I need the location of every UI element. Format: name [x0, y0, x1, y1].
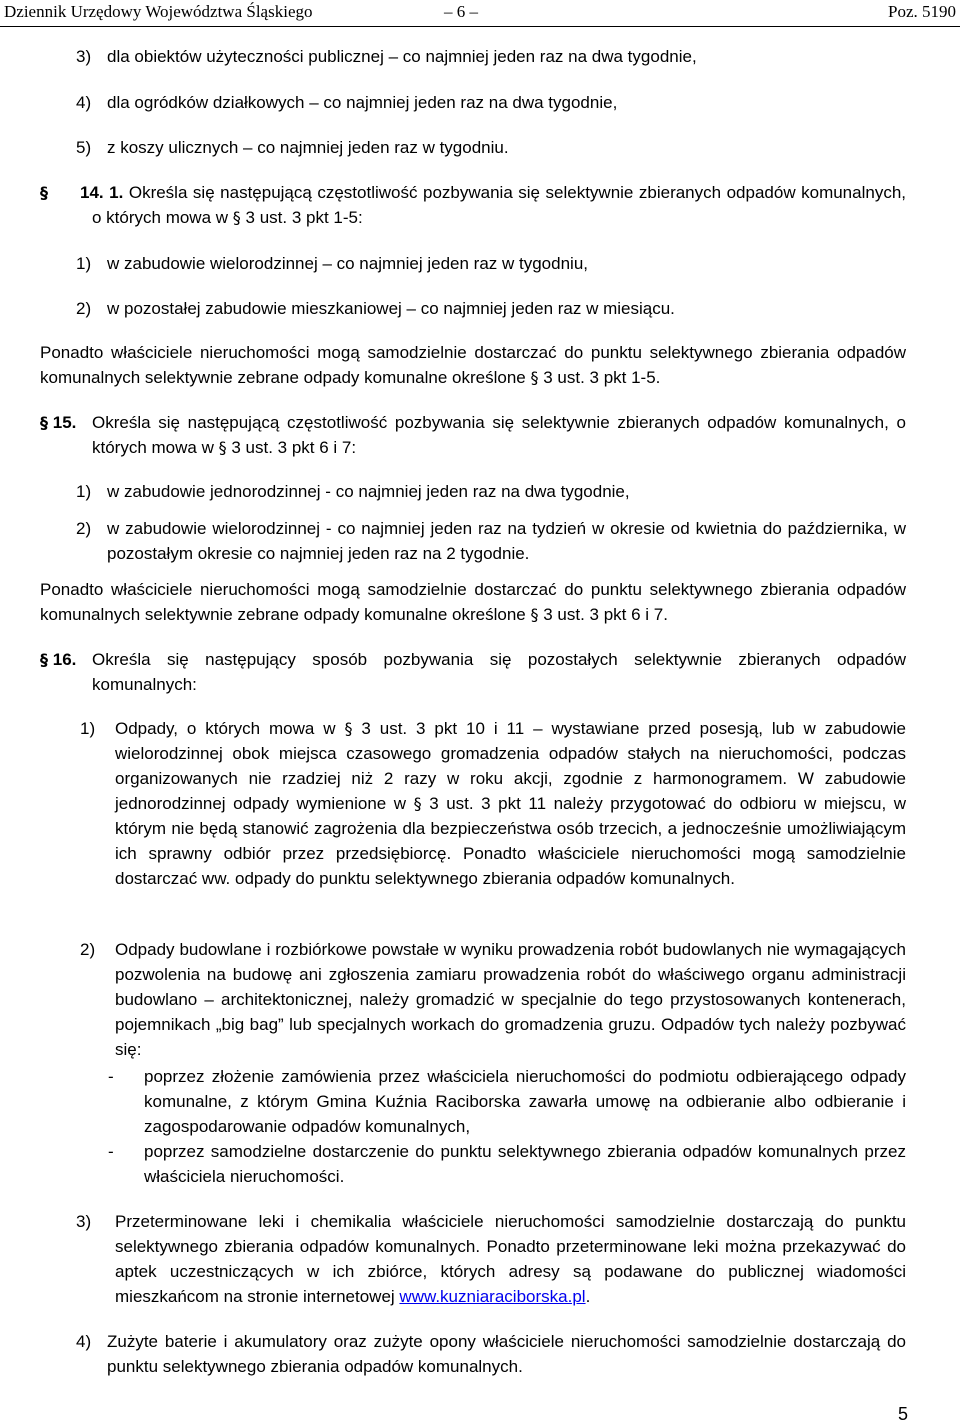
s15-item-1 [76, 479, 630, 504]
section-sign-icon: § [40, 413, 48, 432]
section-sign-icon: § [530, 368, 539, 387]
page-header [0, 0, 960, 27]
section-label: 14. 1. [80, 183, 124, 202]
s14-note [40, 340, 906, 390]
intro-text: Określa się następującą częstotliwość pozbywania się selektywnie zbieranych odpadów komunalnych, o których mowa w [92, 183, 906, 227]
s14-item-1 [76, 251, 588, 276]
item-text: dla ogródków działkowych – co najmniej jeden raz na dwa tygodnie, [107, 93, 618, 112]
section-sign-icon: § [344, 719, 353, 738]
section-number [40, 647, 92, 697]
item-text-part: Odpady, o których mowa w [115, 719, 336, 738]
item-text: dla obiektów użyteczności publicznej – co najmniej jeden raz na dwa tygodnie, [107, 47, 697, 66]
item-text-end: . [585, 1287, 591, 1306]
section-sign-icon: § [232, 208, 241, 227]
item-number: 3) [76, 47, 92, 66]
dash-marker: - [108, 1142, 114, 1161]
item-text: w zabudowie wielorodzinnej - co najmniej jeden raz na tydzień w okresie od kwietnia do października, w pozostałym okresie co najmniej jeden raz na 2 tygodnie. [107, 519, 906, 563]
section-sign-icon: § [40, 183, 48, 202]
item-text: poprzez samodzielne dostarczenie do punktu selektywnego zbierania odpadów komunalnych przez właściciela nieruchomości. [144, 1142, 906, 1186]
section-intro: Określa się następujący sposób pozbywania się pozostałych selektywnie zbieranych odpadów komunalnych: [92, 650, 906, 694]
item-number: 4) [76, 1332, 92, 1351]
section-label: 15. [52, 413, 77, 432]
s15-note [40, 577, 906, 627]
section-intro [92, 410, 906, 460]
section-label: 16. [52, 650, 77, 669]
item-number: 2) [76, 299, 92, 318]
item-number: 4) [76, 93, 92, 112]
section-sign-icon: § [413, 794, 422, 813]
item-number: 2) [80, 940, 96, 959]
item-text-part: Przeterminowane leki i chemikalia właściciele nieruchomości samodzielnie dostarczają do punktu selektywnego zbierania odpadów komunalnych. Ponadto przeterminowane leki można przekazywać do aptek uczestniczących w ich zbiórce, których adresy są podawane do publicznej wiadomości mieszkańcom na stronie internetowej [115, 1212, 906, 1306]
item-number: 1) [76, 482, 92, 501]
item-text [115, 716, 906, 891]
note-text: Ponadto właściciele nieruchomości mogą samodzielnie dostarczać do punktu selektywnego zbierania odpadów komunalnych selektywnie zebrane odpady komunalne określone [40, 580, 906, 624]
journal-title: Dziennik Urzędowy Województwa Śląskiego [4, 2, 313, 21]
section-ref: 3 ust. 3 pkt 1-5: [245, 208, 363, 227]
item-text [115, 1209, 906, 1309]
item-number: 3) [76, 1212, 92, 1231]
note-text: Ponadto właściciele nieruchomości mogą samodzielnie dostarczać do punktu selektywnego zbierania odpadów komunalnych selektywnie zebrane odpady komunalne określone [40, 343, 906, 387]
s16-dash-item-2 [108, 1139, 906, 1186]
item-number: 5) [76, 138, 92, 157]
note-ref: 3 ust. 3 pkt 1-5. [543, 368, 661, 387]
item-text: w pozostałej zabudowie mieszkaniowej – co najmniej jeden raz w miesiącu. [107, 299, 675, 318]
section-ref: 3 ust. 3 pkt 6 i 7: [231, 438, 357, 457]
item-number: 1) [76, 254, 92, 273]
item-text: w zabudowie jednorodzinnej - co najmniej jeden raz na dwa tygodnie, [107, 482, 630, 501]
item-text: poprzez złożenie zamówienia przez właściciela nieruchomości do podmiotu odbierającego odpady komunalne, z którym Gmina Kuźnia Raciborska zawarła umowę na odbieranie albo odbieranie i zagospodarowanie odpadów komunalnych, [144, 1067, 906, 1136]
item-number: 2) [76, 519, 92, 538]
section-intro [80, 180, 906, 230]
item-text: Zużyte baterie i akumulatory oraz zużyte opony właściciele nieruchomości samodzielnie dostarczają do punktu selektywnego zbierania odpadów komunalnych. [107, 1332, 906, 1376]
item-text-part: 3 ust. 3 pkt 10 i 11 – wystawiane przed posesją, lub w zabudowie wielorodzinnej obok miejsca czasowego gromadzenia odpadów stałych na nieruchomości, podczas organizowanych nie rzadziej niż 2 razy w roku akcji, zgodnie z harmonogramem. W zabudowie jednorodzinnej odpady wymienione w [115, 719, 906, 813]
s16-item-4 [76, 1329, 906, 1376]
section-sign-icon: § [530, 605, 539, 624]
item-text: w zabudowie wielorodzinnej – co najmniej jeden raz w tygodniu, [107, 254, 588, 273]
intro-text: Określa się następującą częstotliwość pozbywania się selektywnie zbieranych odpadów komunalnych, o których mowa w [92, 413, 906, 457]
note-ref: 3 ust. 3 pkt 6 i 7. [543, 605, 668, 624]
paragraph-16 [40, 647, 906, 697]
item-text: z koszy ulicznych – co najmniej jeden raz w tygodniu. [107, 138, 509, 157]
website-link[interactable]: www.kuzniaraciborska.pl [399, 1287, 586, 1306]
paragraph-14 [40, 180, 906, 230]
item-number: 1) [80, 719, 96, 738]
top-list-item-5 [76, 135, 509, 160]
paragraph-15 [40, 410, 906, 460]
position-number: Poz. 5190 [888, 2, 956, 21]
s16-item-3 [76, 1209, 906, 1306]
top-list-item-4 [76, 90, 618, 115]
item-text-part: 3 ust. 3 pkt 11 należy przygotować do odbioru w miejscu, w którym nie będą stanowić zagrożenia dla bezpieczeństwa osób trzecich, a jednocześnie umożliwiającym ich sprawny odbiór przez przedsiębiorcę. Ponadto właściciele nieruchomości mogą samodzielnie dostarczać ww. odpady do punktu selektywnego zbierania odpadów komunalnych. [115, 794, 906, 888]
section-sign-icon: § [218, 438, 227, 457]
s15-item-2 [76, 516, 906, 563]
dash-marker: - [108, 1067, 114, 1086]
section-number [40, 410, 92, 460]
page-number: 5 [897, 1404, 908, 1424]
page-indicator: – 6 – [444, 2, 478, 21]
s16-item-1 [80, 716, 906, 888]
s16-dash-item-1 [108, 1064, 906, 1136]
s14-item-2 [76, 296, 675, 321]
section-sign-icon: § [40, 650, 48, 669]
item-text: Odpady budowlane i rozbiórkowe powstałe w wyniku prowadzenia robót budowlanych nie wymagających pozwolenia na budowę ani zgłoszenia zamiaru prowadzenia robót do właściwego organu administracji budowlano – architektonicznej, należy gromadzić w specjalnie do tego przystosowanych kontenerach, pojemnikach „big bag” lub specjalnych workach do gromadzenia gruzu. Odpadów tych należy pozbywać się: [115, 940, 906, 1059]
s16-item-2 [80, 937, 906, 1059]
top-list-item-3 [76, 44, 697, 69]
